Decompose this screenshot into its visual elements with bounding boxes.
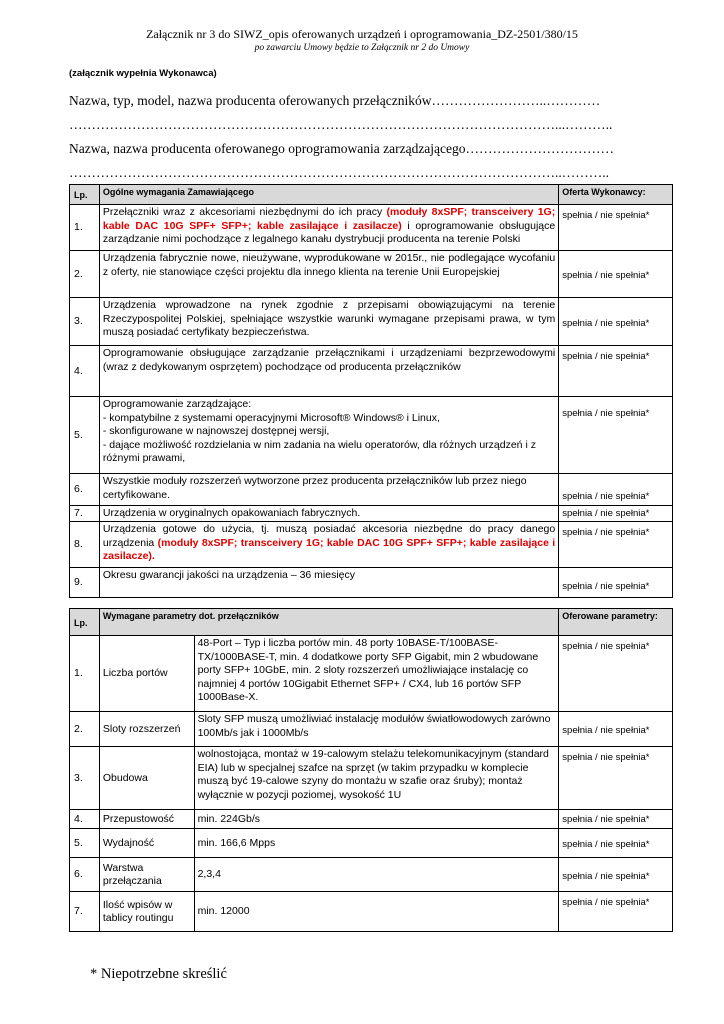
requirement-text: Okresu gwarancji jakości na urządzenia – 36 miesięcy [99,568,558,598]
parameter-name: Sloty rozszerzeń [99,712,194,747]
row-number: 8. [70,522,100,568]
requirement-line: Oprogramowanie zarządzające: [102,398,252,410]
row-number: 2. [70,712,100,747]
parameter-value: 2,3,4 [194,858,559,892]
table-header-requirements: Ogólne wymagania Zamawiającego [99,185,558,205]
requirement-text [99,205,558,251]
table-row [70,858,673,892]
parameter-name: Przepustowość [99,810,194,829]
row-number: 1. [70,205,100,251]
table-row [70,829,673,858]
row-number: 6. [70,858,100,892]
parameter-name: Obudowa [99,747,194,810]
requirement-text: Wszystkie moduły rozszerzeń wytworzone przez producenta przełączników lub przez niego certyfikowane. [99,474,558,506]
row-number: 5. [70,397,100,474]
table-row [70,346,673,397]
requirement-text: Urządzenia w oryginalnych opakowaniach fabrycznych. [99,506,558,522]
offer-compliance[interactable]: spełnia / nie spełnia* [559,474,673,506]
table-row [70,251,673,298]
table-header-offered: Oferowane parametry: [559,609,673,636]
offer-compliance[interactable]: spełnia / nie spełnia* [559,712,673,747]
offer-compliance[interactable]: spełnia / nie spełnia* [559,346,673,397]
requirement-text: Urządzenia fabrycznie nowe, nieużywane, wyprodukowane w 2015r., nie podlegające wycofaniu z oferty, nie stanowiące części projektu dla innego klienta na terenie Unii Europejskiej [99,251,558,298]
row-number: 2. [70,251,100,298]
row-number: 7. [70,892,100,932]
parameter-value: Sloty SFP muszą umożliwiać instalację modułów światłowodowych zarówno 100Mb/s jak i 1000Mb/s [194,712,559,747]
row-number: 7. [70,506,100,522]
requirement-text: Urządzenia wprowadzone na rynek zgodnie z przepisami obowiązującymi na terenie Rzeczypospolitej Polskiej, spełniające wszystkie warunki wymagane przepisami prawa, w tym muszą posiadać certyfikaty bezpieczeństwa. [99,298,558,346]
contractor-note: (załącznik wypełnia Wykonawca) [69,68,217,79]
requirement-text [99,522,558,568]
parameter-value: min. 166,6 Mpps [194,829,559,858]
parameter-value: 48-Port – Typ i liczba portów min. 48 porty 10BASE-T/100BASE-TX/1000BASE-T, min. 4 dodatkowe porty SFP Gigabit, min 2 wbudowane porty SFP+ 10GbE, min. 2 sloty rozszerzeń umożliwiające instalację co najmniej 4 portów 10Gigabit Ethernet SFP+ / CX4, lub 16 portów SFP 1000Base-X. [194,636,559,712]
table-header-parameters: Wymagane parametry dot. przełączników [99,609,558,636]
document-header-title: Załącznik nr 3 do SIWZ_opis oferowanych urządzeń i oprogramowania_DZ-2501/380/15 [146,27,578,41]
parameter-value: min. 12000 [194,892,559,932]
requirement-text-part: Przełączniki wraz z akcesoriami niezbędnymi do ich pracy [102,206,387,218]
requirement-line: - kompatybilne z systemami operacyjnymi Microsoft® Windows® i Linux, [102,411,440,424]
table-row [70,397,673,474]
offer-compliance[interactable]: spełnia / nie spełnia* [559,829,673,858]
row-number: 9. [70,568,100,598]
offer-compliance[interactable]: spełnia / nie spełnia* [559,568,673,598]
requirement-highlight: (moduły 8xSPF; transceivery 1G; kable DAC 10G SPF+ SFP+; kable zasilające i zasilacze) [102,206,556,232]
offer-compliance[interactable]: spełnia / nie spełnia* [559,636,673,712]
offer-compliance[interactable]: spełnia / nie spełnia* [559,506,673,522]
table-row [70,522,673,568]
row-number: 6. [70,474,100,506]
row-number: 3. [70,298,100,346]
switch-name-field-continuation[interactable]: ………………………………………………………………………………………………...……….. [69,117,613,132]
table-row [70,810,673,829]
parameter-name: Warstwa przełączania [99,858,194,892]
software-name-field-continuation[interactable]: ………………………………………………………………………………………………..……….. [69,165,609,180]
table-row [70,712,673,747]
table-row [70,892,673,932]
parameter-name: Liczba portów [99,636,194,712]
footnote: * Niepotrzebne skreślić [90,966,227,982]
software-name-field[interactable]: Nazwa, nazwa producenta oferowanego oprogramowania zarządzającego…………………………… [69,141,615,156]
requirement-text: Oprogramowanie obsługujące zarządzanie przełącznikami i urządzeniami bezprzewodowymi (wraz z dedykowanym osprzętem) pochodzące od producenta przełączników [99,346,558,397]
offer-compliance[interactable]: spełnia / nie spełnia* [559,397,673,474]
offer-compliance[interactable]: spełnia / nie spełnia* [559,298,673,346]
switch-name-field[interactable]: Nazwa, typ, model, nazwa producenta oferowanych przełączników……………………..………… [69,93,601,108]
table-row [70,747,673,810]
row-number: 3. [70,747,100,810]
table-header-lp: Lp. [70,609,100,636]
row-number: 4. [70,810,100,829]
table-header-lp: Lp. [70,185,100,205]
switch-parameters-table [69,608,673,932]
requirement-text [99,397,558,474]
requirement-line: - skonfigurowane w najnowszej dostępnej wersji, [102,425,330,437]
table-row [70,636,673,712]
parameter-name: Wydajność [99,829,194,858]
requirement-text-part: i oprogramowanie obsługujące zarządzanie nimi pochodzące z legalnego kanału dystrybucji producenta na terenie Polski [102,219,556,245]
offer-compliance[interactable]: spełnia / nie spełnia* [559,810,673,829]
parameter-value: min. 224Gb/s [194,810,559,829]
requirement-line: - dające możliwość rozdzielania w nim zadania na wielu operatorów, dla różnych urządzeń i z różnymi prawami, [102,438,536,464]
general-requirements-table [69,184,673,598]
table-header-offer: Oferta Wykonawcy: [559,185,673,205]
table-row [70,474,673,506]
row-number: 4. [70,346,100,397]
parameter-value: wolnostojąca, montaż w 19-calowym stelażu telekomunikacyjnym (standard EIA) lub w specjalnej szafce na sprzęt (w takim przypadku w komplecie muszą być 19-calowe szyny do montażu w szafie oraz śruby); montaż wyłącznie w pozycji poziomej, wysokość 1U [194,747,559,810]
offer-compliance[interactable]: spełnia / nie spełnia* [559,858,673,892]
table-row [70,298,673,346]
document-header-subtitle: po zawarciu Umowy będzie to Załącznik nr 2 do Umowy [254,43,470,53]
offer-compliance[interactable]: spełnia / nie spełnia* [559,522,673,568]
table-row [70,205,673,251]
offer-compliance[interactable]: spełnia / nie spełnia* [559,251,673,298]
requirement-highlight: (moduły 8xSPF; transceivery 1G; kable DAC 10G SPF+ SFP+; kable zasilające i zasilacze). [102,536,556,562]
table-row [70,568,673,598]
row-number: 1. [70,636,100,712]
offer-compliance[interactable]: spełnia / nie spełnia* [559,205,673,251]
table-row [70,506,673,522]
offer-compliance[interactable]: spełnia / nie spełnia* [559,747,673,810]
parameter-name: Ilość wpisów w tablicy routingu [99,892,194,932]
requirement-text-part: Urządzenia gotowe do użycia, tj. muszą posiadać akcesoria niezbędne do pracy danego urządzenia [102,523,556,549]
row-number: 5. [70,829,100,858]
offer-compliance[interactable]: spełnia / nie spełnia* [559,892,673,932]
